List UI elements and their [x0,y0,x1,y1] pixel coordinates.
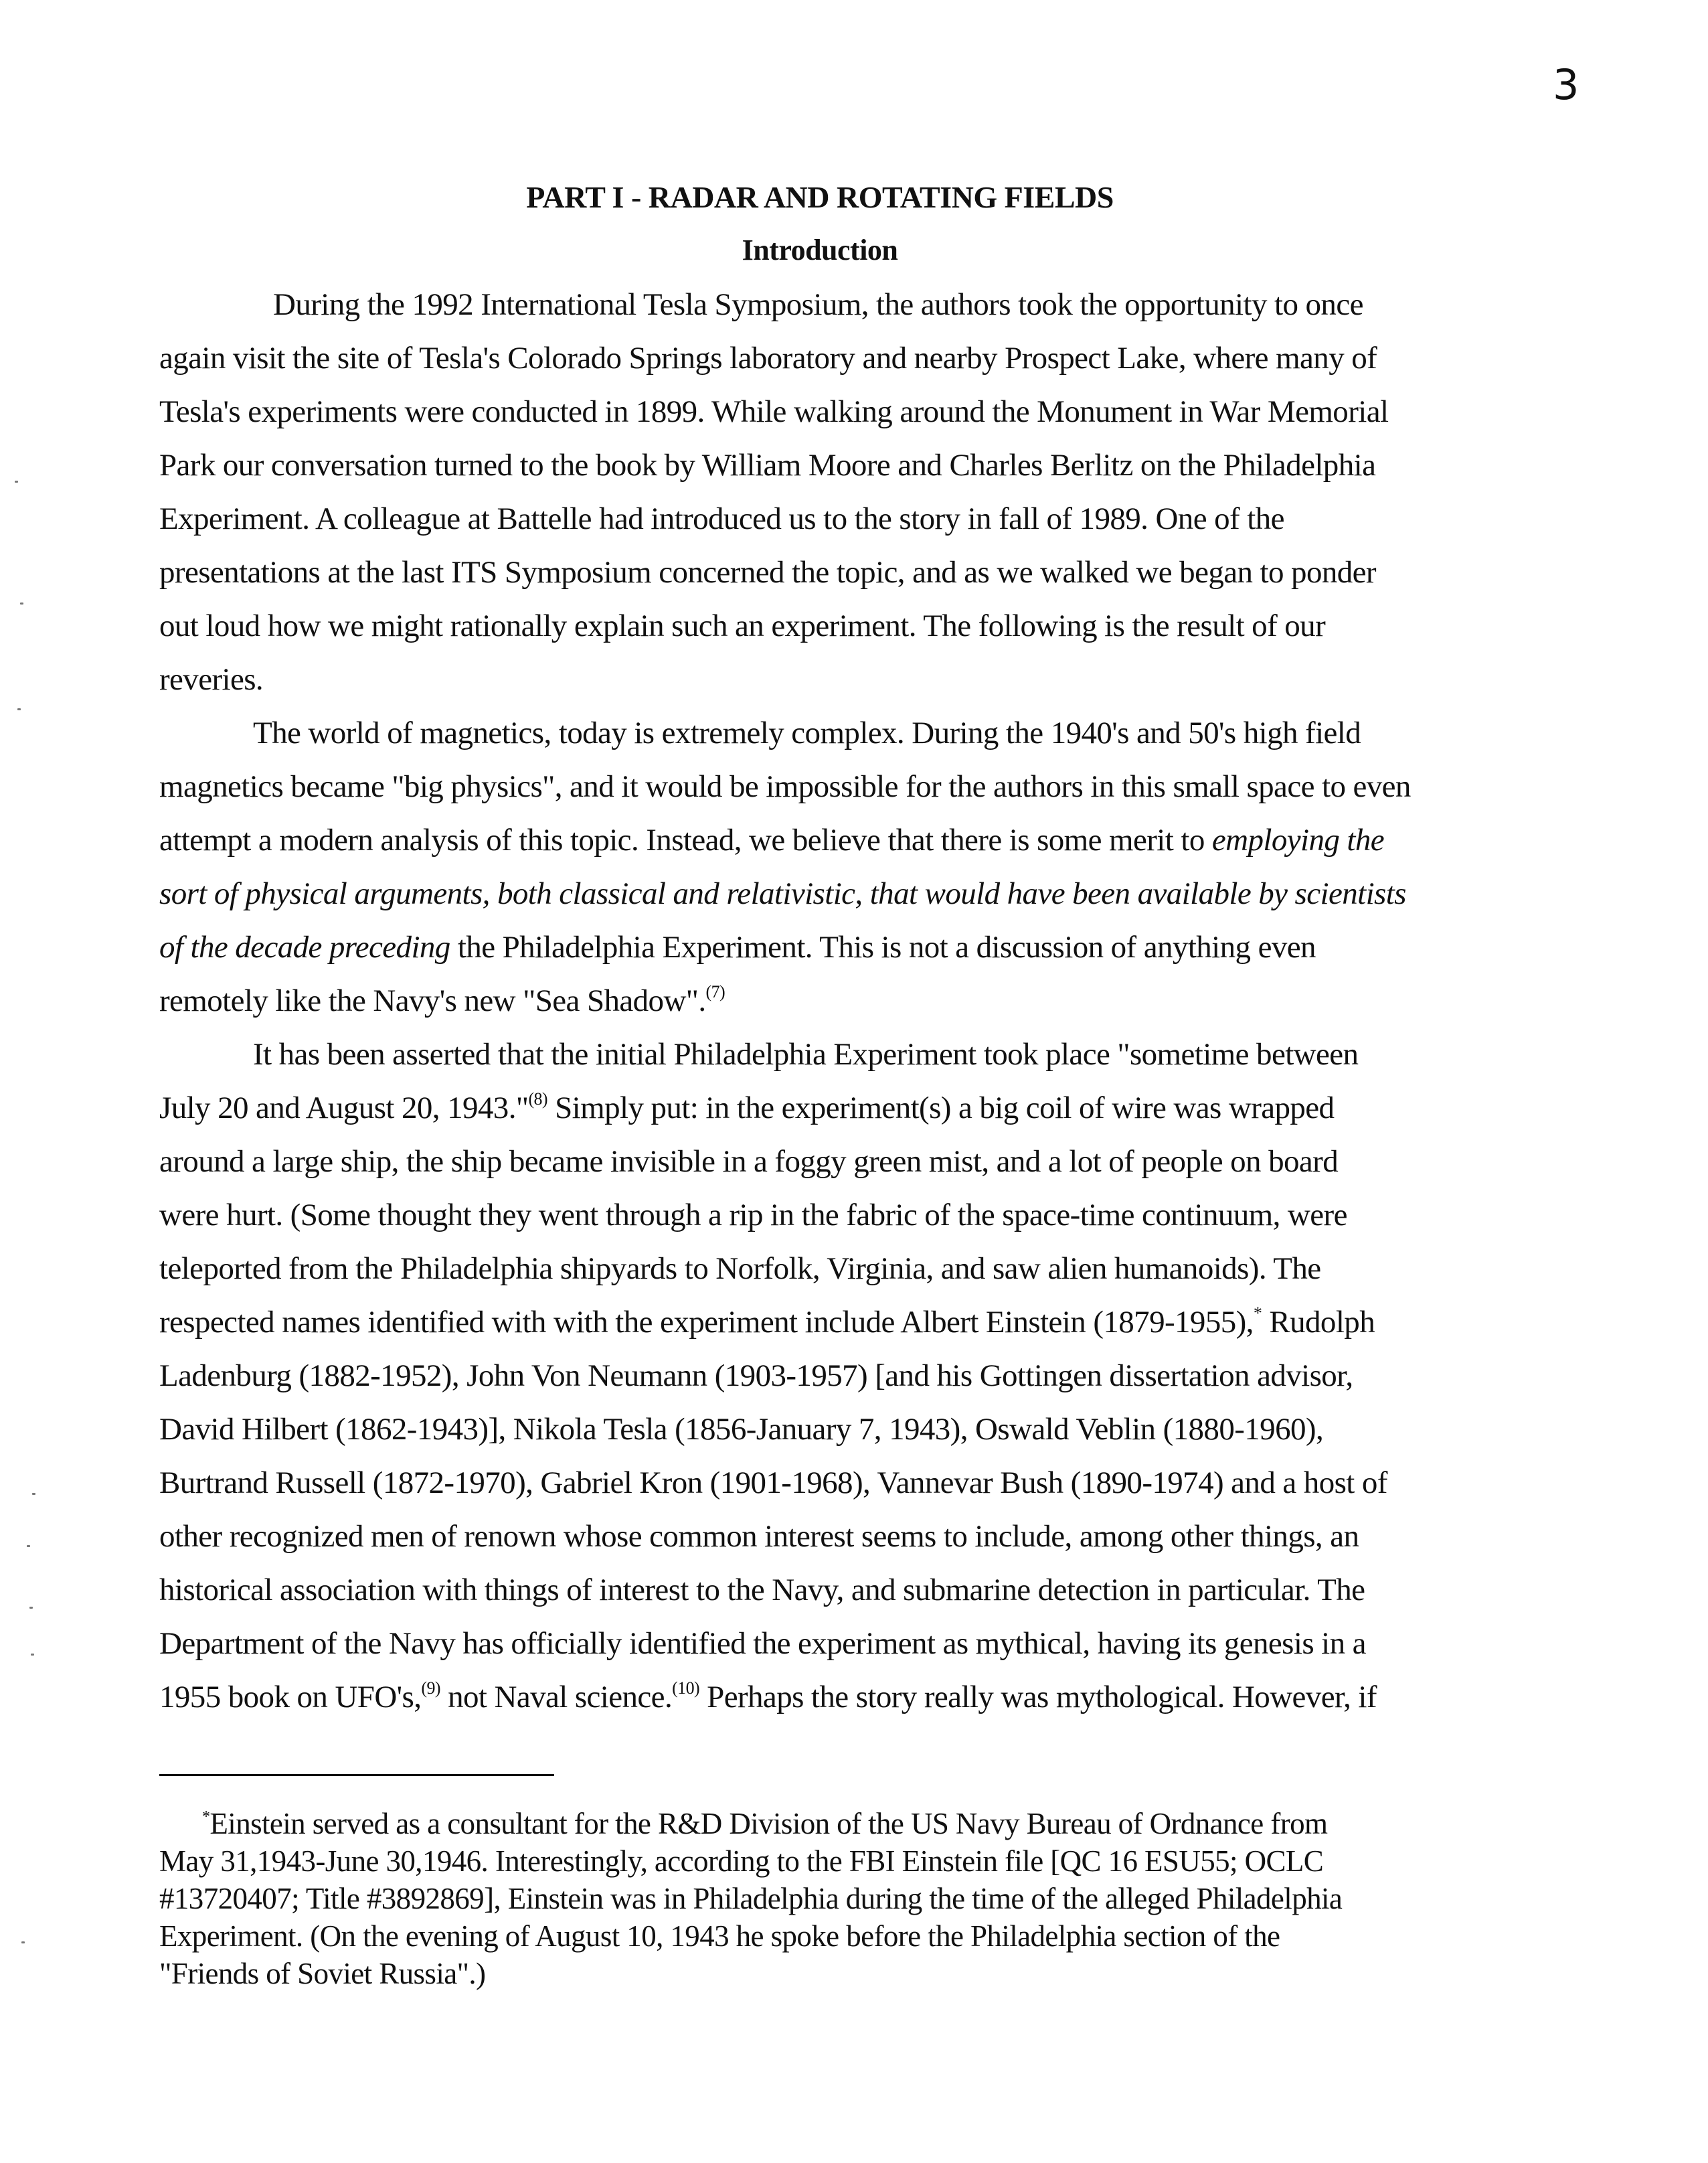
text-span: July 20 and August 20, 1943." [159,1091,529,1125]
text-span: not Naval science. [440,1680,673,1714]
text-line: Tesla's experiments were conducted in 1899. While walking around the Monument in War Memorial [159,394,1389,429]
text-line [159,1678,1377,1714]
scan-speck [21,1941,25,1943]
scan-speck [27,1545,30,1547]
text-line: again visit the site of Tesla's Colorado Springs laboratory and nearby Prospect Lake, where many of [159,341,1377,376]
scan-speck [15,481,18,483]
text-line: Department of the Navy has officially identified the experiment as mythical, having its genesis in a [159,1626,1366,1661]
footnote-divider [159,1774,554,1776]
scan-speck [20,603,23,605]
text-line: Ladenburg (1882-1952), John Von Neumann (1903-1957) [and his Gottingen dissertation advisor, [159,1358,1353,1393]
text-line: out loud how we might rationally explain such an experiment. The following is the result of our [159,609,1326,643]
scan-speck [17,708,21,710]
text-line: around a large ship, the ship became invisible in a foggy green mist, and a lot of people on board [159,1144,1339,1179]
footnote-mark: * [1253,1303,1262,1323]
text-span: remotely like the Navy's new "Sea Shadow". [159,983,706,1018]
text-line: David Hilbert (1862-1943)], Nikola Tesla (1856-January 7, 1943), Oswald Veblin (1880-1960), [159,1412,1324,1447]
text-span: Perhaps the story really was mythological. However, if [699,1680,1377,1714]
text-line: Experiment. A colleague at Battelle had introduced us to the story in fall of 1989. One of the [159,501,1284,536]
section-heading: Introduction [742,234,898,266]
text-span: Simply put: in the experiment(s) a big coil of wire was wrapped [547,1091,1335,1125]
text-span: 1955 book on UFO's, [159,1680,422,1714]
text-line: presentations at the last ITS Symposium concerned the topic, and as we walked we began to ponder [159,555,1376,590]
text-line: Burtrand Russell (1872-1970), Gabriel Kron (1901-1968), Vannevar Bush (1890-1974) and a host of [159,1465,1387,1500]
text-span: attempt a modern analysis of this topic. Instead, we believe that there is some merit to [159,823,1212,858]
text-line: It has been asserted that the initial Philadelphia Experiment took place "sometime between [253,1037,1359,1072]
emphasis-text: of the decade preceding [159,930,450,965]
text-line [159,825,1384,856]
text-span: the Philadelphia Experiment. This is not a discussion of anything even [450,930,1316,965]
text-line: other recognized men of renown whose common interest seems to include, among other things, an [159,1519,1359,1554]
text-line: Park our conversation turned to the book by William Moore and Charles Berlitz on the Philadelphia [159,448,1376,483]
text-span: Rudolph [1262,1305,1375,1340]
reference-mark: (10) [672,1678,700,1698]
footnote-mark: * [202,1808,210,1826]
text-line: teleported from the Philadelphia shipyards to Norfolk, Virginia, and saw alien humanoids). The [159,1251,1321,1286]
text-line [159,982,725,1018]
text-line [159,1303,1375,1340]
text-span: respected names identified with with the experiment include Albert Einstein (1879-1955), [159,1305,1254,1340]
text-line: During the 1992 International Tesla Symposium, the authors took the opportunity to once [273,287,1363,322]
text-line [159,932,1316,963]
footnote-line: "Friends of Soviet Russia".) [159,1957,486,1990]
text-line: reveries. [159,662,264,697]
text-line: historical association with things of interest to the Navy, and submarine detection in particular. The [159,1573,1365,1607]
text-span: Einstein served as a consultant for the R&D Division of the US Navy Bureau of Ordnance from [209,1807,1328,1840]
page-title: PART I - RADAR AND ROTATING FIELDS [526,180,1114,214]
footnote-line: #13720407; Title #3892869], Einstein was in Philadelphia during the time of the alleged Philadelphia [159,1882,1343,1915]
scan-speck [29,1607,33,1609]
reference-mark: (8) [528,1089,547,1109]
text-line [159,878,1406,910]
text-line [159,1089,1335,1125]
reference-mark: (9) [421,1678,440,1698]
footnote-line: May 31,1943-June 30,1946. Interestingly, according to the FBI Einstein file [QC 16 ESU55; OCLC [159,1844,1324,1878]
footnote-line [202,1809,1327,1839]
footnote-line: Experiment. (On the evening of August 10, 1943 he spoke before the Philadelphia section of the [159,1919,1280,1953]
text-line: were hurt. (Some thought they went through a rip in the fabric of the space-time continuum, were [159,1198,1347,1232]
page-number: 3 [1553,60,1579,109]
text-line: The world of magnetics, today is extremely complex. During the 1940's and 50's high field [253,716,1361,750]
emphasis-text: employing the [1211,823,1385,858]
text-line: magnetics became "big physics", and it would be impossible for the authors in this small space to even [159,769,1411,804]
scan-speck [32,1493,35,1495]
scan-speck [31,1654,34,1656]
emphasis-text: sort of physical arguments, both classical and relativistic, that would have been available by scientists [159,876,1406,911]
reference-mark: (7) [705,982,725,1002]
